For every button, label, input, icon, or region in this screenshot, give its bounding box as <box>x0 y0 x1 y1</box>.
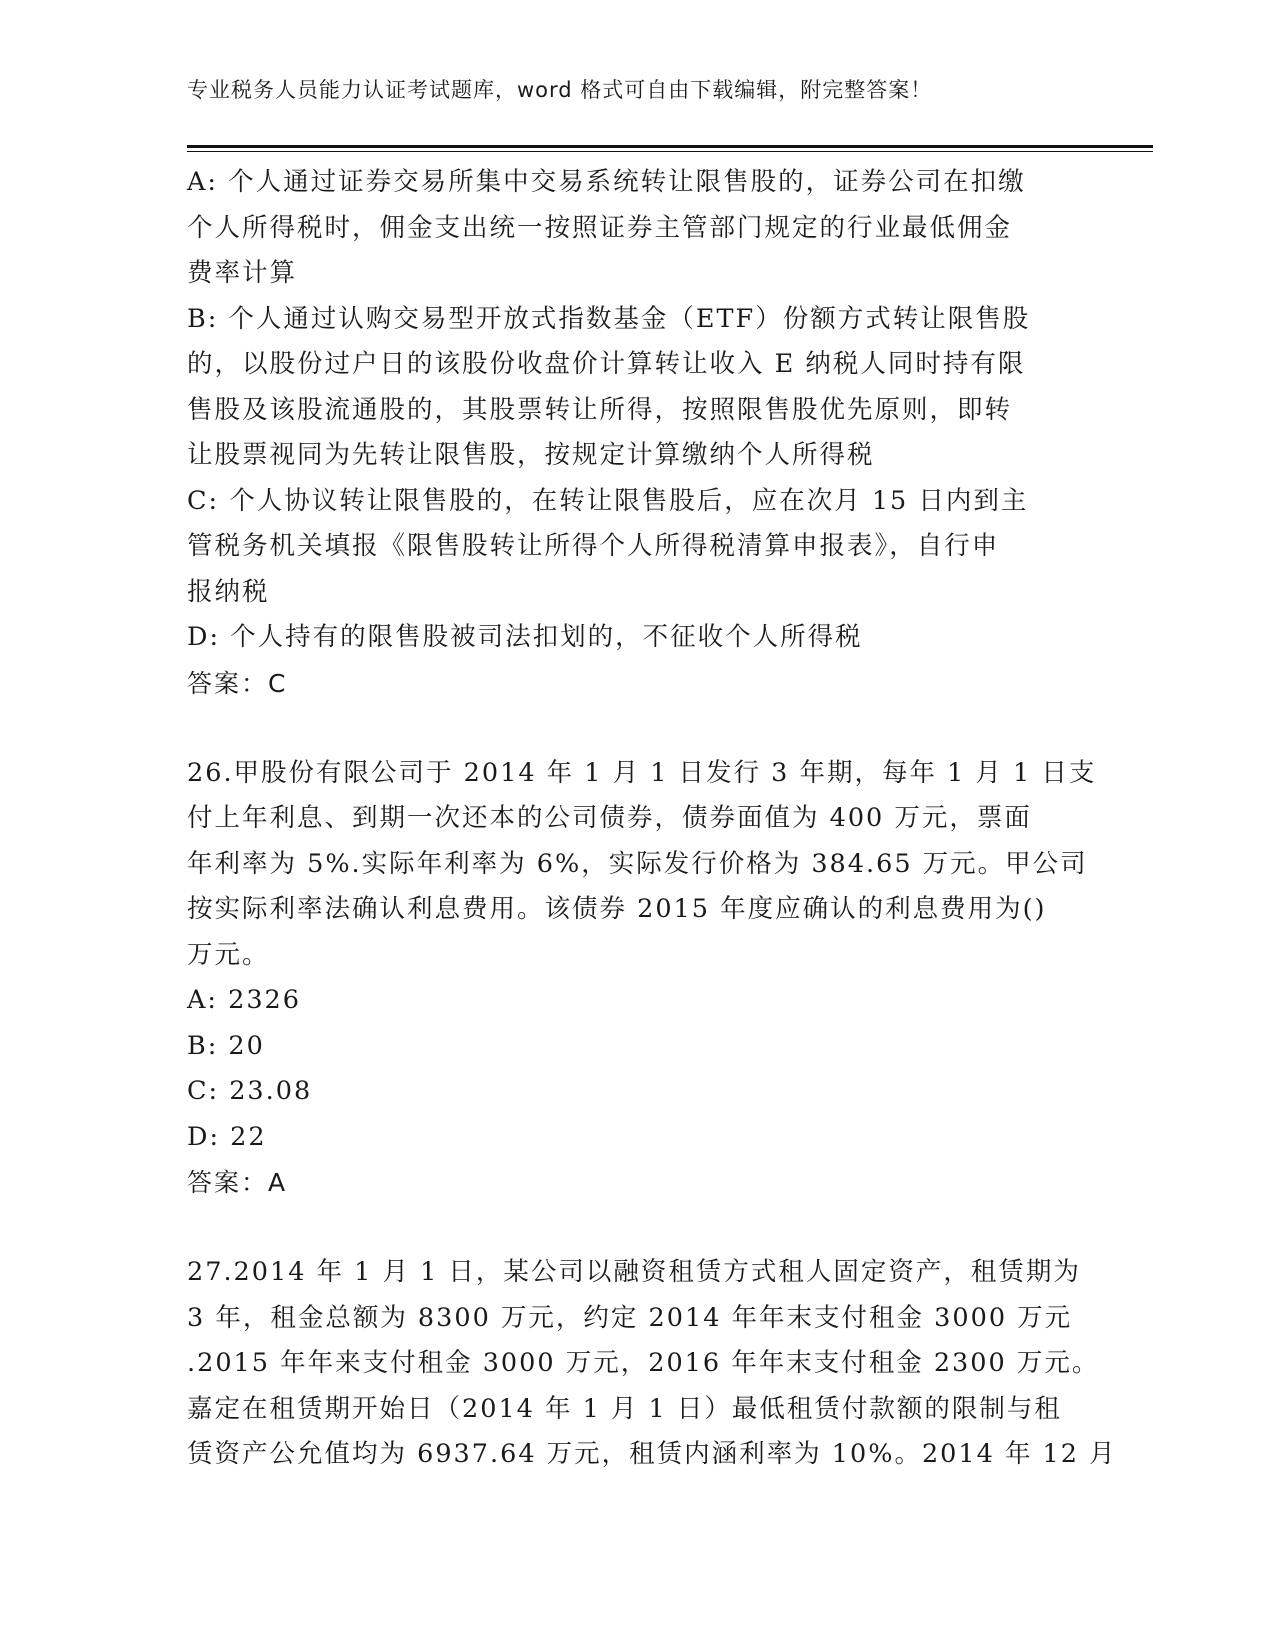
answer-line: 答案：A <box>187 1168 288 1197</box>
option-c <box>187 479 1087 616</box>
text-line: 售股及该股流通股的，其股票转让所得，按照限售股优先原则，即转 <box>187 394 1013 425</box>
text-line: C: 个人协议转让限售股的，在转让限售股后，应在次月 15 日内到主 <box>187 485 1029 516</box>
option-b <box>187 297 1087 479</box>
text-line: 年利率为 5%.实际年利率为 6%，实际发行价格为 384.65 万元。甲公司 <box>187 848 1088 879</box>
question-stem <box>187 1250 1117 1478</box>
text-line: 个人所得税时，佣金支出统一按照证券主管部门规定的行业最低佣金 <box>187 212 1013 243</box>
option-a: A: 2326 <box>187 985 302 1015</box>
question-26 <box>187 751 1097 1207</box>
header-rule-thick <box>187 145 1153 148</box>
header-rule-thin <box>187 151 1153 152</box>
question-25 <box>187 160 1087 707</box>
text-line: 管税务机关填报《限售股转让所得个人所得税清算申报表》，自行申 <box>187 531 1000 561</box>
text-line: A: 个人通过证券交易所集中交易系统转让限售股的，证券公司在扣缴 <box>187 167 1026 197</box>
page-header: 专业税务人员能力认证考试题库，word 格式可自由下载编辑，附完整答案！ <box>187 78 933 102</box>
spacer <box>187 1206 1087 1250</box>
text-line: 赁资产公允值均为 6937.64 万元，租赁内涵利率为 10%。2014 年 12 月 <box>187 1439 1117 1469</box>
text-line: D: 个人持有的限售股被司法扣划的，不征收个人所得税 <box>187 622 863 652</box>
spacer <box>187 707 1087 751</box>
text-line: 费率计算 <box>187 258 298 288</box>
option-c: C: 23.08 <box>187 1076 313 1106</box>
text-line: B: 个人通过认购交易型开放式指数基金（ETF）份额方式转让限售股 <box>187 303 1031 334</box>
text-line: 报纳税 <box>187 576 270 607</box>
document-body <box>187 160 1117 1478</box>
option-b: B: 20 <box>187 1030 265 1061</box>
option-a <box>187 160 1087 297</box>
text-line: 27.2014 年 1 月 1 日，某公司以融资租赁方式租人固定资产，租赁期为 <box>187 1257 1081 1287</box>
question-stem <box>187 751 1097 979</box>
answer-line: 答案：C <box>187 668 288 698</box>
text-line: 万元。 <box>187 939 270 970</box>
question-27 <box>187 1250 1117 1478</box>
option-d <box>187 615 1087 661</box>
text-line: 26.甲股份有限公司于 2014 年 1 月 1 日发行 3 年期，每年 1 月 1 日支 <box>187 757 1097 788</box>
text-line: 按实际利率法确认利息费用。该债券 2015 年度应确认的利息费用为() <box>187 894 1047 924</box>
text-line: 的，以股份过户日的该股份收盘价计算转让收入 E 纳税人同时持有限 <box>187 349 1026 379</box>
text-line: .2015 年年来支付租金 3000 万元，2016 年年末支付租金 2300 万元。 <box>187 1348 1100 1378</box>
text-line: 让股票视同为先转让限售股，按规定计算缴纳个人所得税 <box>187 440 875 470</box>
text-line: 付上年利息、到期一次还本的公司债券，债券面值为 400 万元，票面 <box>187 803 1032 833</box>
option-d: D: 22 <box>187 1121 267 1152</box>
text-line: 嘉定在租赁期开始日（2014 年 1 月 1 日）最低租赁付款额的限制与租 <box>187 1393 1062 1424</box>
text-line: 3 年，租金总额为 8300 万元，约定 2014 年年末支付租金 3000 万元 <box>187 1302 1073 1333</box>
